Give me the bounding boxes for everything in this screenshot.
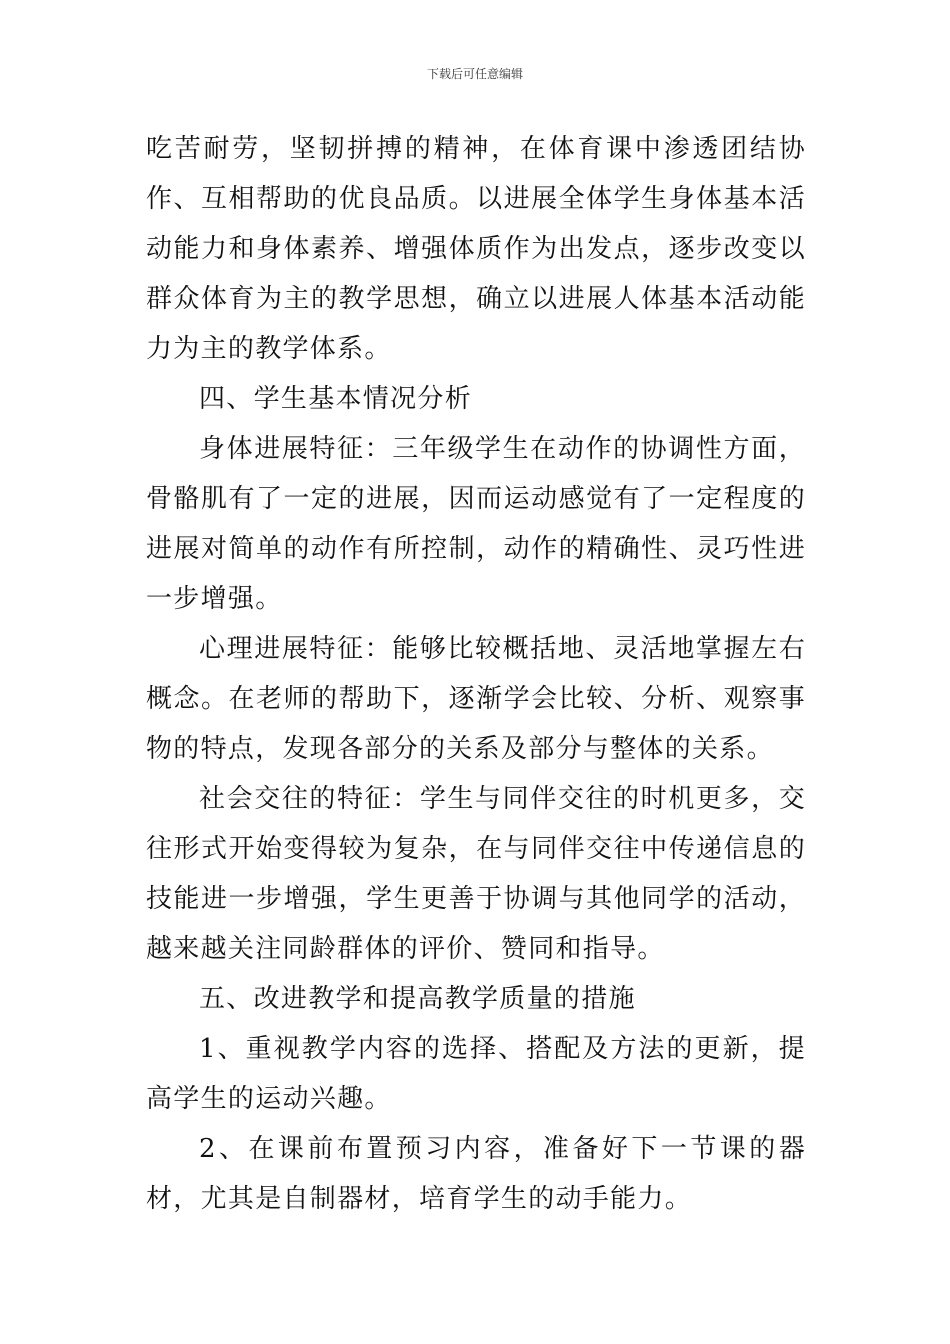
section-heading-teaching-measures: 五、改进教学和提高教学质量的措施 xyxy=(199,984,636,1014)
paragraph-psychological-development: 心理进展特征：能够比较概括地、灵活地掌握左右概念。在老师的帮助下，逐渐学会比较、分析、观察事物的特点，发现各部分的关系及部分与整体的关系。 xyxy=(146,634,806,764)
paragraph-measure-1: 1、重视教学内容的选择、搭配及方法的更新，提高学生的运动兴趣。 xyxy=(146,1034,806,1114)
page-header: 下载后可任意编辑 xyxy=(426,67,523,81)
paragraph-physical-development: 身体进展特征：三年级学生在动作的协调性方面，骨骼肌有了一定的进展，因而运动感觉有了一定程度的进展对简单的动作有所控制，动作的精确性、灵巧性进一步增强。 xyxy=(146,434,806,614)
paragraph-measure-2: 2、在课前布置预习内容，准备好下一节课的器材，尤其是自制器材，培育学生的动手能力。 xyxy=(146,1134,806,1214)
section-heading-student-analysis: 四、学生基本情况分析 xyxy=(199,384,473,414)
paragraph-continuation: 吃苦耐劳，坚韧拼搏的精神，在体育课中渗透团结协作、互相帮助的优良品质。以进展全体学生身体基本活动能力和身体素养、增强体质作为出发点，逐步改变以群众体育为主的教学思想，确立以进展人体基本活动能力为主的教学体系。 xyxy=(146,134,806,364)
document-body xyxy=(146,124,806,1224)
paragraph-social-interaction: 社会交往的特征：学生与同伴交往的时机更多，交往形式开始变得较为复杂，在与同伴交往中传递信息的技能进一步增强，学生更善于协调与其他同学的活动，越来越关注同龄群体的评价、赞同和指导。 xyxy=(146,784,806,964)
